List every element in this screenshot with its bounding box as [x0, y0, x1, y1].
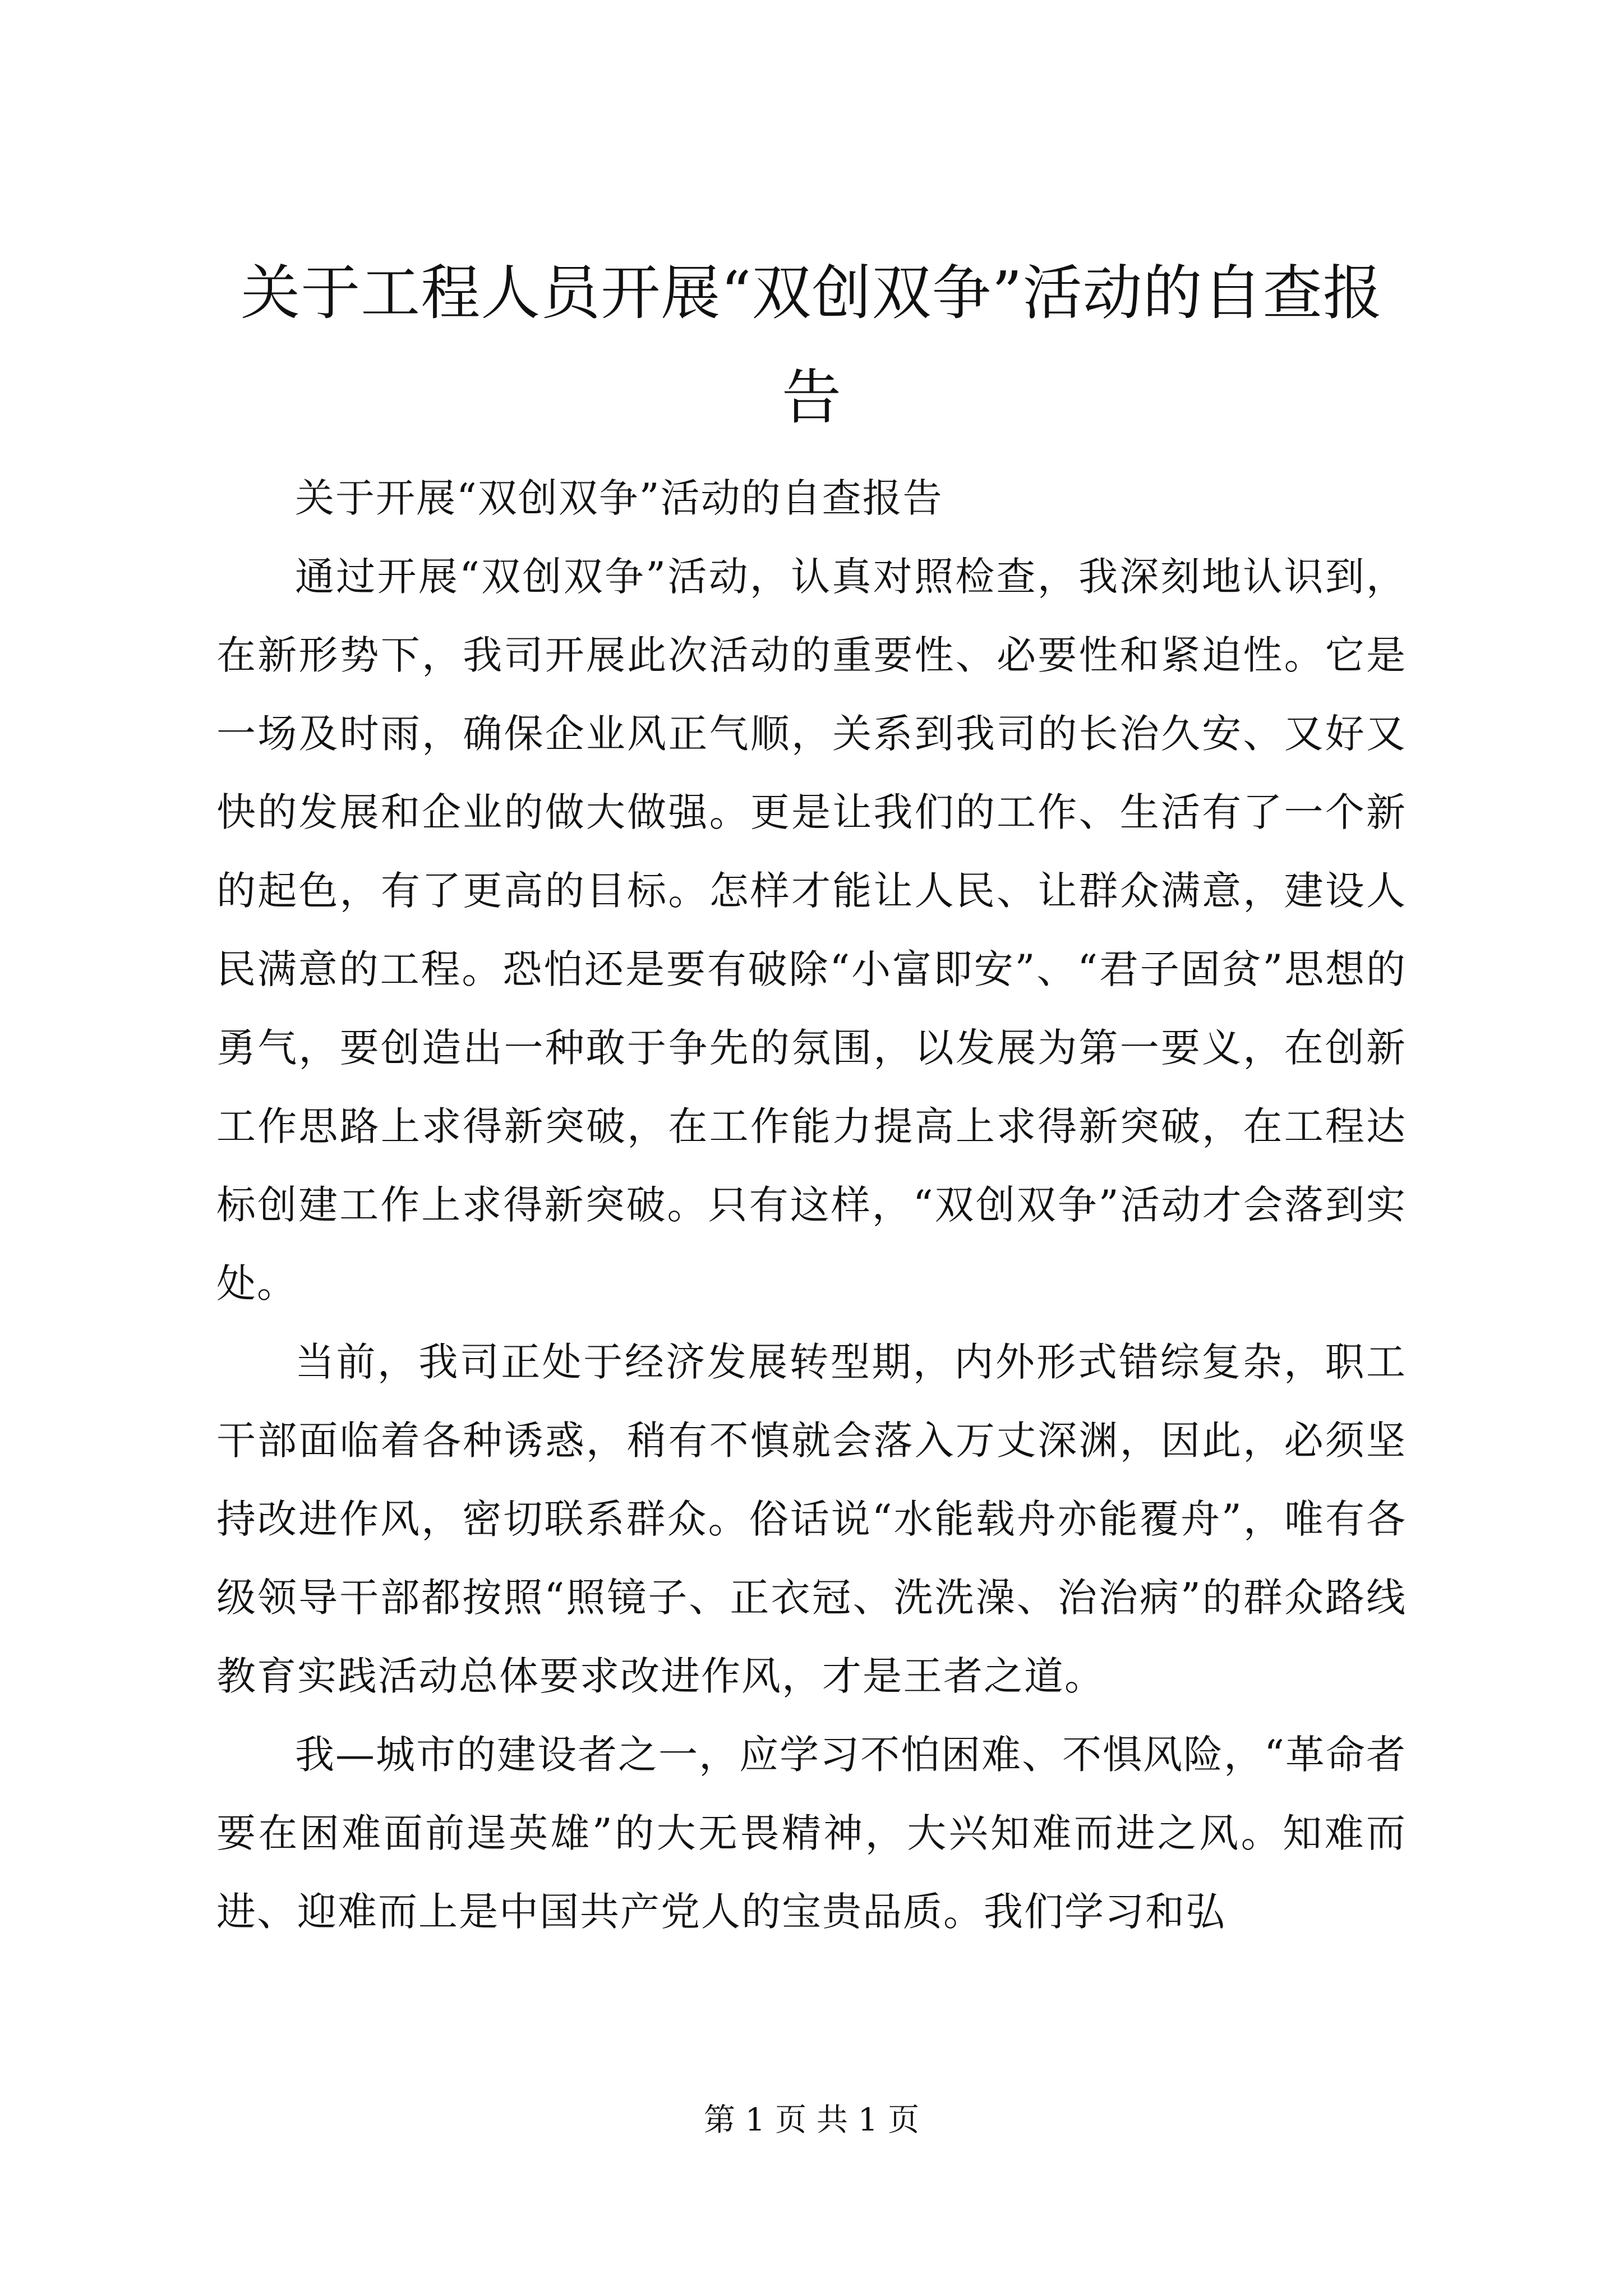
subtitle-paragraph: 关于开展“双创双争”活动的自查报告 [295, 475, 943, 521]
page-footer: 第 1 页 共 1 页 [703, 2102, 920, 2138]
body-paragraph: 当前，我司正处于经济发展转型期，内外形式错综复杂，职工干部面临着各种诱惑，稍有不慎就会落入万丈深渊，因此，必须坚持改进作风，密切联系群众。俗话说“水能载舟亦能覆舟”，唯有各级领导干部都按照“照镜子、正衣冠、洗洗澡、治治病”的群众路线教育实践活动总体要求改进作风，才是王者之道。 [216, 1339, 1407, 1699]
document-body [216, 459, 1407, 1951]
body-paragraph: 我—城市的建设者之一，应学习不怕困难、不惧风险，“革命者要在困难面前逞英雄”的大无畏精神，大兴知难而进之风。知难而进、迎难而上是中国共产党人的宝贵品质。我们学习和弘 [216, 1732, 1407, 1935]
body-paragraph: 通过开展“双创双争”活动，认真对照检查，我深刻地认识到，在新形势下，我司开展此次活动的重要性、必要性和紧迫性。它是一场及时雨，确保企业风正气顺，关系到我司的长治久安、又好又快的发展和企业的做大做强。更是让我们的工作、生活有了一个新的起色，有了更高的目标。怎样才能让人民、让群众满意，建设人民满意的工程。恐怕还是要有破除“小富即安”、“君子固贫”思想的勇气，要创造出一种敢于争先的氛围，以发展为第一要义，在创新工作思路上求得新突破，在工作能力提高上求得新突破，在工程达标创建工作上求得新突破。只有这样，“双创双争”活动才会落到实处。 [216, 554, 1407, 1306]
document-title: 关于工程人员开展“双创双争”活动的自查报告 [241, 259, 1383, 432]
